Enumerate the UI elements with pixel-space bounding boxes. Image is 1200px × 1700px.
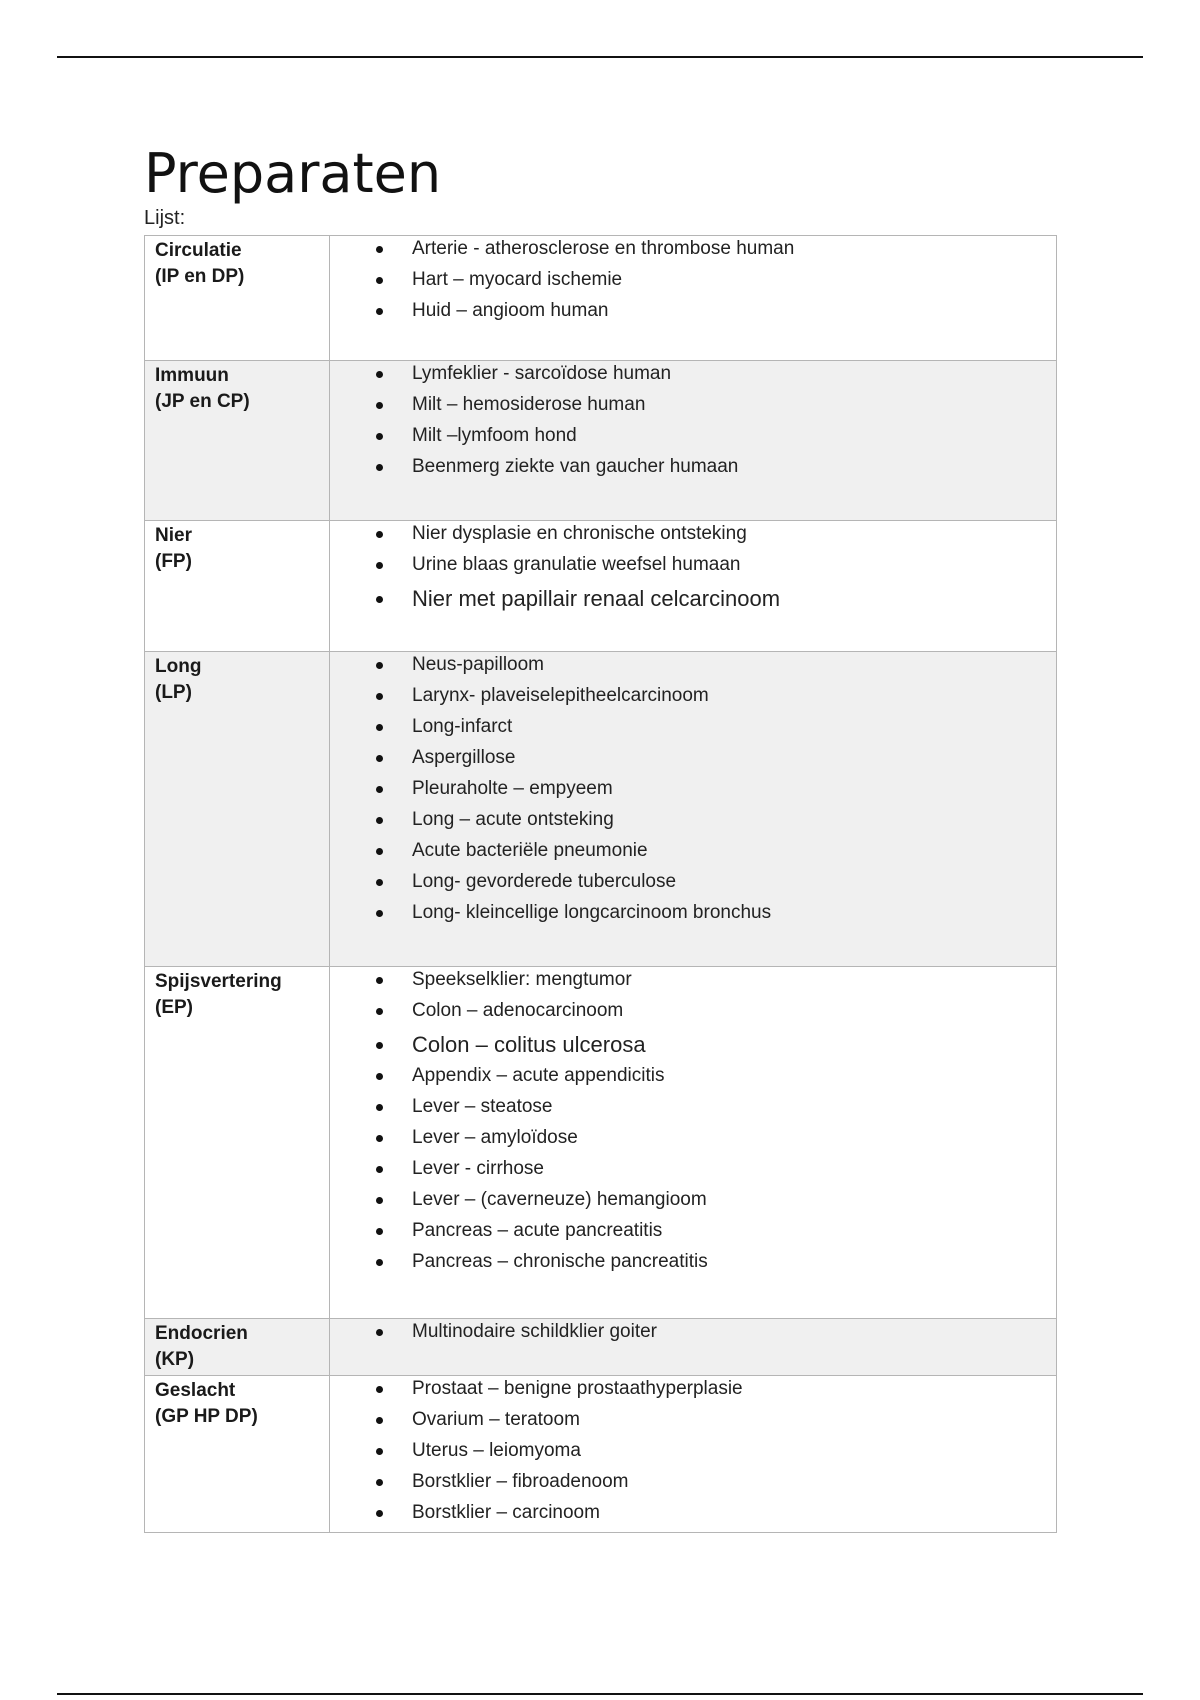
category-name: Nier: [155, 525, 192, 546]
category-cell: [145, 967, 330, 1318]
category-cell: [145, 361, 330, 520]
list-item: Beenmerg ziekte van gaucher humaan: [330, 454, 1056, 485]
category-group: (LP): [155, 682, 192, 703]
category-name: Circulatie: [155, 240, 242, 261]
list-item: Milt –lymfoom hond: [330, 423, 1056, 454]
list-item: Colon – colitus ulcerosa: [330, 1029, 1056, 1063]
list-item: Long-infarct: [330, 714, 1056, 745]
footer-rule: [57, 1693, 1143, 1695]
list-item: Nier dysplasie en chronische ontsteking: [330, 521, 1056, 552]
category-cell: [145, 1376, 330, 1532]
list-item: Hart – myocard ischemie: [330, 267, 1056, 298]
category-cell: [145, 521, 330, 651]
category-group: (JP en CP): [155, 391, 250, 412]
page-title: Preparaten: [144, 142, 442, 205]
items-cell: [330, 1376, 1056, 1532]
list-item: Lever – steatose: [330, 1094, 1056, 1125]
list-item: Lever – amyloïdose: [330, 1125, 1056, 1156]
list-label: Lijst:: [144, 207, 186, 229]
items-cell: [330, 1319, 1056, 1375]
list-item: Prostaat – benigne prostaathyperplasie: [330, 1376, 1056, 1407]
preparations-table: [144, 235, 1057, 1533]
list-item: Larynx- plaveiselepitheelcarcinoom: [330, 683, 1056, 714]
list-item: Lymfeklier - sarcoïdose human: [330, 361, 1056, 392]
items-cell: [330, 967, 1056, 1318]
category-group: (GP HP DP): [155, 1406, 258, 1427]
list-item: Neus-papilloom: [330, 652, 1056, 683]
list-item: Ovarium – teratoom: [330, 1407, 1056, 1438]
table-row: [145, 1318, 1056, 1375]
list-item: Long- gevorderede tuberculose: [330, 869, 1056, 900]
items-cell: [330, 652, 1056, 966]
list-item: Huid – angioom human: [330, 298, 1056, 329]
list-item: Long – acute ontsteking: [330, 807, 1056, 838]
category-name: Endocrien: [155, 1323, 248, 1344]
items-cell: [330, 361, 1056, 520]
list-item: Milt – hemosiderose human: [330, 392, 1056, 423]
list-item: Urine blaas granulatie weefsel humaan: [330, 552, 1056, 583]
category-group: (KP): [155, 1349, 195, 1370]
list-item: Appendix – acute appendicitis: [330, 1063, 1056, 1094]
category-name: Spijsvertering: [155, 971, 282, 992]
list-item: Uterus – leiomyoma: [330, 1438, 1056, 1469]
table-row: [145, 236, 1056, 360]
table-row: [145, 520, 1056, 651]
category-cell: [145, 1319, 330, 1375]
table-row: [145, 651, 1056, 966]
list-item: Long- kleincellige longcarcinoom bronchus: [330, 900, 1056, 931]
category-group: (IP en DP): [155, 266, 245, 287]
list-item: Speekselklier: mengtumor: [330, 967, 1056, 998]
list-item: Borstklier – carcinoom: [330, 1500, 1056, 1531]
list-item: Acute bacteriële pneumonie: [330, 838, 1056, 869]
list-item: Arterie - atherosclerose en thrombose human: [330, 236, 1056, 267]
list-item: Multinodaire schildklier goiter: [330, 1319, 1056, 1350]
items-cell: [330, 236, 1056, 360]
table-row: [145, 1375, 1056, 1532]
category-name: Long: [155, 656, 202, 677]
category-cell: [145, 236, 330, 360]
header-rule: [57, 56, 1143, 58]
list-item: Lever – (caverneuze) hemangioom: [330, 1187, 1056, 1218]
category-name: Geslacht: [155, 1380, 236, 1401]
list-item: Lever - cirrhose: [330, 1156, 1056, 1187]
list-item: Pancreas – acute pancreatitis: [330, 1218, 1056, 1249]
list-item: Colon – adenocarcinoom: [330, 998, 1056, 1029]
table-row: [145, 966, 1056, 1318]
category-group: (FP): [155, 551, 192, 572]
list-item: Pancreas – chronische pancreatitis: [330, 1249, 1056, 1280]
items-cell: [330, 521, 1056, 651]
list-item: Borstklier – fibroadenoom: [330, 1469, 1056, 1500]
list-item: Aspergillose: [330, 745, 1056, 776]
category-group: (EP): [155, 997, 193, 1018]
table-row: [145, 360, 1056, 520]
category-cell: [145, 652, 330, 966]
list-item: Nier met papillair renaal celcarcinoom: [330, 583, 1056, 617]
list-item: Pleuraholte – empyeem: [330, 776, 1056, 807]
category-name: Immuun: [155, 365, 229, 386]
